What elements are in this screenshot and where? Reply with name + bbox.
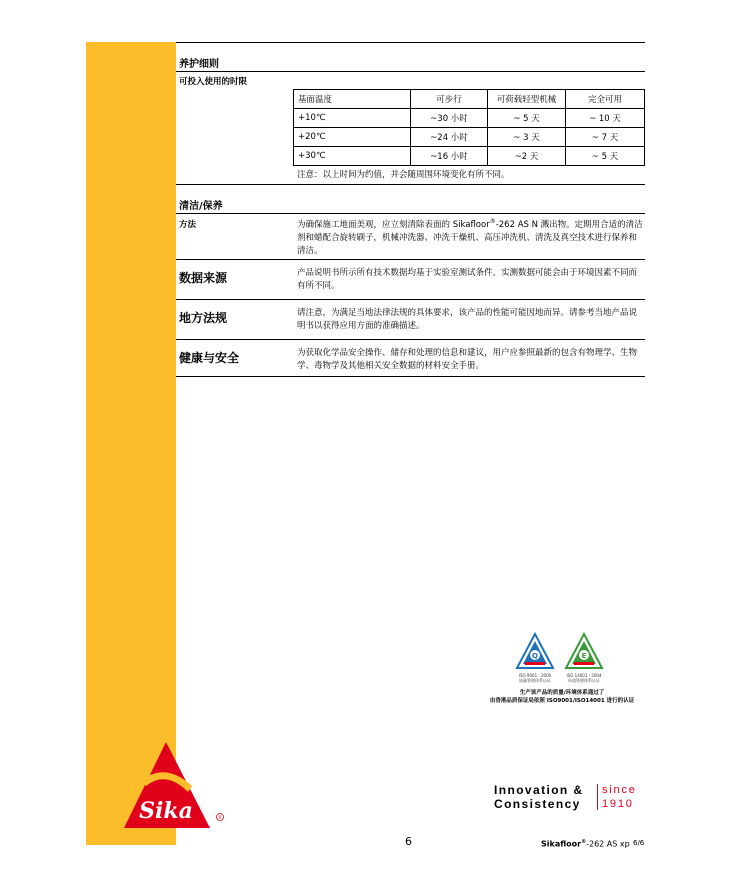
table-cell: ~24 小时 (411, 128, 488, 147)
environment-cert-text: ISO 14001 : 2004 (566, 673, 602, 678)
table-cell: +10℃ (294, 109, 411, 128)
data-source-title: 数据来源 (179, 271, 228, 285)
tagline-separator (597, 784, 598, 810)
curing-time-table (293, 89, 645, 166)
health-text: 为获取化学品安全操作、储存和处理的信息和建议，用户应参照最新的包含有物理学、生物学、毒物学及其他相关安全数据的材料安全手册。 (297, 348, 638, 371)
quality-cert-badge (515, 632, 555, 670)
table-cell: ~ 5 天 (488, 109, 566, 128)
section-divider (176, 259, 645, 260)
table-header-row (294, 90, 645, 109)
method-text: 为确保施工地面美观，应立刻清除表面的 Sikafloor®-262 AS N 溅出物。定期用合适的清洁剂和蜡配合旋转刷子，机械冲洗器、冲洗干燥机、高压冲洗机、清洗及真空技术进行保养和清洁。 (297, 218, 643, 256)
page-of: 6/6 (633, 839, 645, 847)
cleaning-title: 清洁/保养 (179, 201, 223, 212)
section-divider (176, 299, 645, 300)
environment-triangle-icon (564, 632, 604, 670)
table-cell: ~2 天 (488, 147, 566, 166)
section-divider (176, 213, 645, 214)
svg-text:R: R (218, 816, 222, 821)
quality-triangle-icon (515, 632, 555, 670)
svg-text:E: E (581, 652, 587, 660)
table-cell: +20℃ (294, 128, 411, 147)
section-divider (176, 376, 645, 377)
cert-caption-line1: 生产该产品的质量/环境体系通过了 (519, 690, 605, 696)
product-name: Sikafloor®-262 AS xp (541, 839, 630, 849)
table-cell: ~30 小时 (411, 109, 488, 128)
svg-text:Q: Q (532, 652, 538, 660)
section-divider (176, 71, 645, 72)
side-color-bar (86, 42, 176, 845)
sika-logo (122, 740, 232, 832)
regulations-title: 地方法规 (179, 311, 228, 325)
curing-note: 注意：以上时间为约值，并会随周围环境变化有所不同。 (297, 170, 510, 180)
table-row (294, 147, 645, 166)
page-number: 6 (405, 835, 412, 848)
curing-subtitle: 可投入使用的时限 (179, 77, 248, 87)
method-label: 方法 (179, 220, 197, 230)
section-divider (176, 339, 645, 340)
table-row (294, 109, 645, 128)
svg-text:Sika: Sika (139, 798, 193, 824)
table-row (294, 128, 645, 147)
quality-cert-sub: 质量管理体系认证 (519, 678, 551, 683)
health-title: 健康与安全 (179, 351, 240, 365)
curing-title: 养护细则 (179, 59, 219, 70)
section-divider (176, 42, 645, 43)
header-cell: 可荷载轻型机械 (488, 90, 566, 109)
table-cell: ~ 7 天 (566, 128, 645, 147)
header-cell: 完全可用 (566, 90, 645, 109)
data-source-text: 产品说明书所示所有技术数据均基于实验室测试条件。实测数据可能会由于环境因素不同而有所不同。 (297, 268, 638, 291)
table-cell: ~ 10 天 (566, 109, 645, 128)
regulations-text: 请注意，为满足当地法律法规的具体要求，该产品的性能可能因地而异。请参考当地产品说明书以获得应用方面的准确描述。 (297, 308, 638, 331)
table-cell: ~ 5 天 (566, 147, 645, 166)
environment-cert-sub: 环境管理体系认证 (568, 678, 600, 683)
environment-cert-badge (564, 632, 604, 670)
table-cell: +30℃ (294, 147, 411, 166)
table-cell: ~16 小时 (411, 147, 488, 166)
header-cell: 可步行 (411, 90, 488, 109)
tagline-since: since 1910 (602, 784, 637, 810)
header-cell: 基面温度 (294, 90, 411, 109)
quality-cert-text: ISO 9001 : 2000 (518, 673, 552, 678)
cert-caption-line2: 由香港品质保证局依照 ISO9001/ISO14001 进行的认证 (489, 698, 635, 704)
table-cell: ~ 3 天 (488, 128, 566, 147)
tagline-text: Innovation & Consistency (494, 783, 584, 811)
section-divider (176, 184, 645, 185)
